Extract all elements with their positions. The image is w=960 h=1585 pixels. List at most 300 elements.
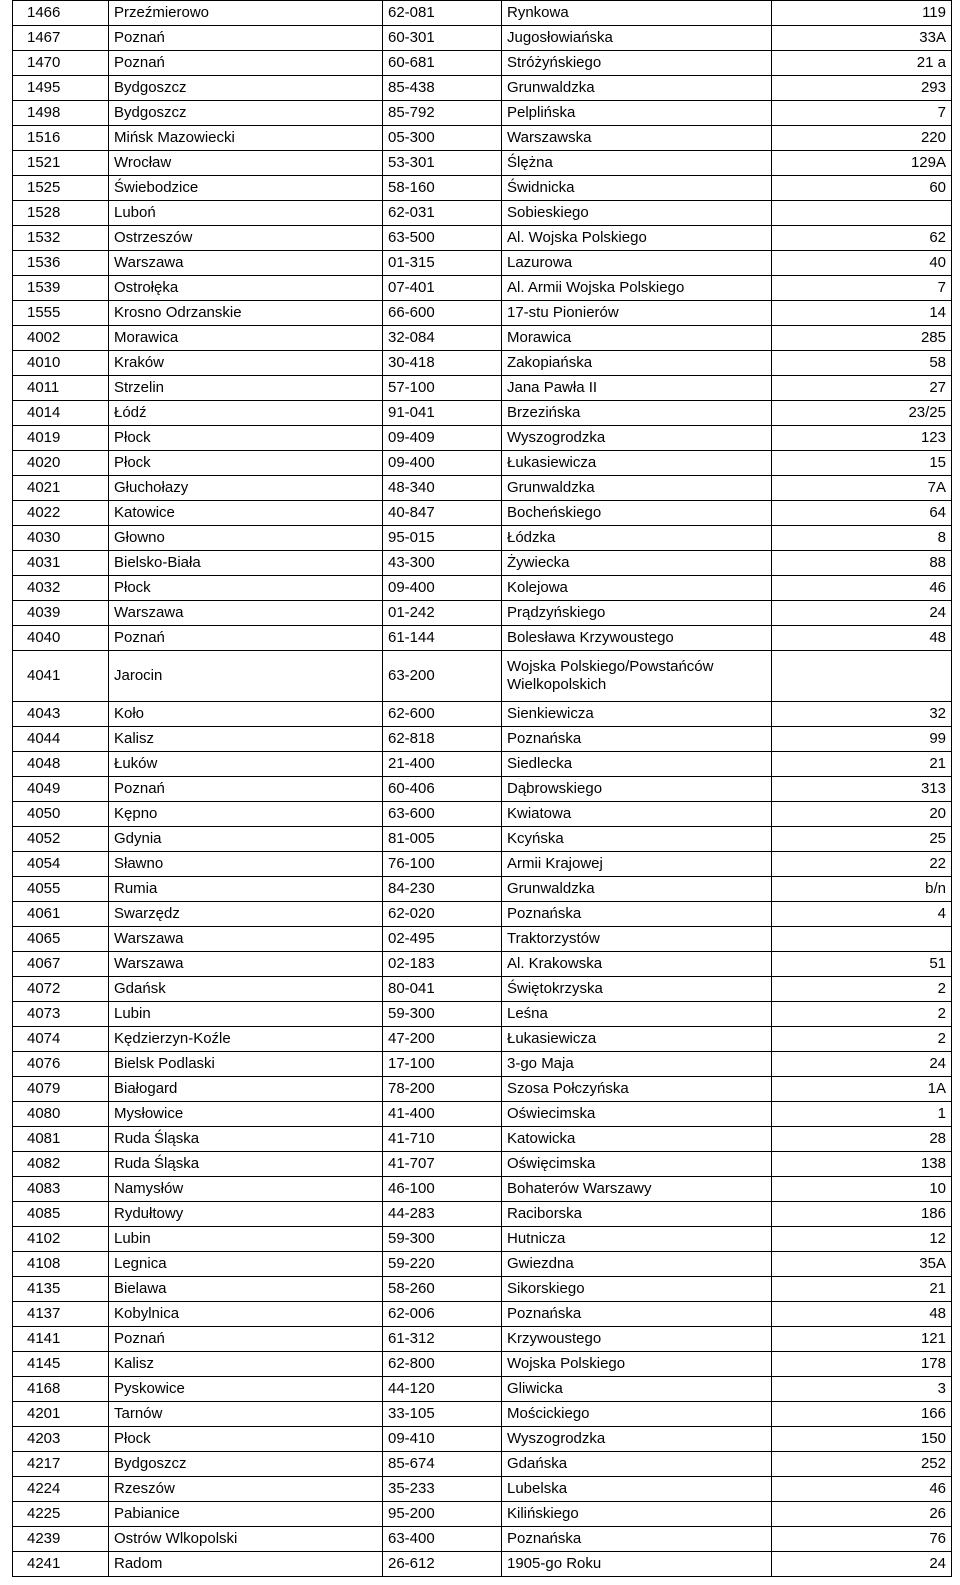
postal-code-cell: 59-300 xyxy=(383,1227,502,1252)
store-number-cell: 4072 xyxy=(13,977,109,1002)
table-row xyxy=(13,1077,952,1102)
city-cell: Mysłowice xyxy=(109,1102,383,1127)
postal-code-cell: 41-710 xyxy=(383,1127,502,1152)
street-cell: Katowicka xyxy=(502,1127,772,1152)
postal-code-cell: 48-340 xyxy=(383,476,502,501)
house-number-cell: 24 xyxy=(772,1052,952,1077)
table-row xyxy=(13,1452,952,1477)
street-cell: Sikorskiego xyxy=(502,1277,772,1302)
table-row xyxy=(13,727,952,752)
postal-code-cell: 78-200 xyxy=(383,1077,502,1102)
store-number-cell: 1536 xyxy=(13,251,109,276)
street-cell: 3-go Maja xyxy=(502,1052,772,1077)
table-row xyxy=(13,551,952,576)
postal-code-cell: 62-081 xyxy=(383,1,502,26)
postal-code-cell: 41-707 xyxy=(383,1152,502,1177)
table-row xyxy=(13,251,952,276)
street-cell: Hutnicza xyxy=(502,1227,772,1252)
city-cell: Łuków xyxy=(109,752,383,777)
street-cell: Mościckiego xyxy=(502,1402,772,1427)
postal-code-cell: 30-418 xyxy=(383,351,502,376)
postal-code-cell: 85-438 xyxy=(383,76,502,101)
street-cell: 17-stu Pionierów xyxy=(502,301,772,326)
table-row xyxy=(13,1427,952,1452)
house-number-cell: 252 xyxy=(772,1452,952,1477)
table-row xyxy=(13,1102,952,1127)
city-cell: Bydgoszcz xyxy=(109,101,383,126)
street-cell: Pelplińska xyxy=(502,101,772,126)
house-number-cell: 64 xyxy=(772,501,952,526)
city-cell: Warszawa xyxy=(109,952,383,977)
city-cell: Warszawa xyxy=(109,927,383,952)
city-cell: Kępno xyxy=(109,802,383,827)
house-number-cell: 76 xyxy=(772,1527,952,1552)
street-cell: Kilińskiego xyxy=(502,1502,772,1527)
street-cell: Łukasiewicza xyxy=(502,451,772,476)
city-cell: Kalisz xyxy=(109,727,383,752)
house-number-cell: 138 xyxy=(772,1152,952,1177)
city-cell: Wrocław xyxy=(109,151,383,176)
house-number-cell: 58 xyxy=(772,351,952,376)
house-number-cell: 178 xyxy=(772,1352,952,1377)
city-cell: Ostrołęka xyxy=(109,276,383,301)
city-cell: Rydułtowy xyxy=(109,1202,383,1227)
table-row xyxy=(13,1177,952,1202)
table-row xyxy=(13,777,952,802)
postal-code-cell: 85-674 xyxy=(383,1452,502,1477)
postal-code-cell: 59-300 xyxy=(383,1002,502,1027)
street-cell: Świętokrzyska xyxy=(502,977,772,1002)
postal-code-cell: 62-818 xyxy=(383,727,502,752)
city-cell: Kraków xyxy=(109,351,383,376)
postal-code-cell: 81-005 xyxy=(383,827,502,852)
postal-code-cell: 95-200 xyxy=(383,1502,502,1527)
city-cell: Płock xyxy=(109,426,383,451)
postal-code-cell: 63-500 xyxy=(383,226,502,251)
table-row xyxy=(13,1002,952,1027)
house-number-cell: 21 xyxy=(772,1277,952,1302)
city-cell: Płock xyxy=(109,451,383,476)
postal-code-cell: 58-260 xyxy=(383,1277,502,1302)
street-cell: Bolesława Krzywoustego xyxy=(502,626,772,651)
house-number-cell: 1 xyxy=(772,1102,952,1127)
postal-code-cell: 57-100 xyxy=(383,376,502,401)
house-number-cell: 1A xyxy=(772,1077,952,1102)
house-number-cell: 293 xyxy=(772,76,952,101)
store-number-cell: 4080 xyxy=(13,1102,109,1127)
store-number-cell: 1516 xyxy=(13,126,109,151)
city-cell: Płock xyxy=(109,576,383,601)
postal-code-cell: 09-410 xyxy=(383,1427,502,1452)
house-number-cell: 3 xyxy=(772,1377,952,1402)
house-number-cell: 23/25 xyxy=(772,401,952,426)
house-number-cell: 121 xyxy=(772,1327,952,1352)
street-cell: Stróżyńskiego xyxy=(502,51,772,76)
postal-code-cell: 59-220 xyxy=(383,1252,502,1277)
table-row xyxy=(13,451,952,476)
store-number-cell: 4019 xyxy=(13,426,109,451)
street-cell: Zakopiańska xyxy=(502,351,772,376)
store-number-cell: 4137 xyxy=(13,1302,109,1327)
street-cell: Grunwaldzka xyxy=(502,76,772,101)
table-row xyxy=(13,176,952,201)
street-cell: Poznańska xyxy=(502,902,772,927)
city-cell: Pabianice xyxy=(109,1502,383,1527)
store-number-cell: 4055 xyxy=(13,877,109,902)
house-number-cell: 22 xyxy=(772,852,952,877)
house-number-cell: 26 xyxy=(772,1502,952,1527)
postal-code-cell: 07-401 xyxy=(383,276,502,301)
table-row xyxy=(13,601,952,626)
address-table-body xyxy=(13,1,952,1577)
table-row xyxy=(13,351,952,376)
table-row xyxy=(13,1302,952,1327)
city-cell: Swarzędz xyxy=(109,902,383,927)
city-cell: Ostrzeszów xyxy=(109,226,383,251)
city-cell: Lubin xyxy=(109,1227,383,1252)
store-number-cell: 4241 xyxy=(13,1552,109,1577)
street-cell: Dąbrowskiego xyxy=(502,777,772,802)
table-row xyxy=(13,852,952,877)
postal-code-cell: 84-230 xyxy=(383,877,502,902)
street-cell: Poznańska xyxy=(502,1302,772,1327)
postal-code-cell: 02-183 xyxy=(383,952,502,977)
street-cell: Gliwicka xyxy=(502,1377,772,1402)
postal-code-cell: 95-015 xyxy=(383,526,502,551)
street-cell: Łódzka xyxy=(502,526,772,551)
street-cell: Oświecimska xyxy=(502,1102,772,1127)
postal-code-cell: 63-400 xyxy=(383,1527,502,1552)
city-cell: Radom xyxy=(109,1552,383,1577)
store-number-cell: 1555 xyxy=(13,301,109,326)
street-cell: Łukasiewicza xyxy=(502,1027,772,1052)
store-number-cell: 4067 xyxy=(13,952,109,977)
table-row xyxy=(13,401,952,426)
table-row xyxy=(13,1027,952,1052)
city-cell: Rumia xyxy=(109,877,383,902)
postal-code-cell: 60-301 xyxy=(383,26,502,51)
street-cell: Świdnicka xyxy=(502,176,772,201)
city-cell: Płock xyxy=(109,1427,383,1452)
postal-code-cell: 60-681 xyxy=(383,51,502,76)
house-number-cell: 99 xyxy=(772,727,952,752)
house-number-cell: 46 xyxy=(772,1477,952,1502)
house-number-cell xyxy=(772,651,952,702)
house-number-cell: 21 xyxy=(772,752,952,777)
table-row xyxy=(13,201,952,226)
table-row xyxy=(13,1527,952,1552)
street-cell: Bocheńskiego xyxy=(502,501,772,526)
store-number-cell: 4039 xyxy=(13,601,109,626)
table-row xyxy=(13,877,952,902)
postal-code-cell: 05-300 xyxy=(383,126,502,151)
house-number-cell: 35A xyxy=(772,1252,952,1277)
house-number-cell: 21 a xyxy=(772,51,952,76)
postal-code-cell: 40-847 xyxy=(383,501,502,526)
street-cell: Bohaterów Warszawy xyxy=(502,1177,772,1202)
table-row xyxy=(13,576,952,601)
store-number-cell: 4108 xyxy=(13,1252,109,1277)
house-number-cell: 14 xyxy=(772,301,952,326)
postal-code-cell: 17-100 xyxy=(383,1052,502,1077)
table-row xyxy=(13,1327,952,1352)
store-number-cell: 4002 xyxy=(13,326,109,351)
postal-code-cell: 44-283 xyxy=(383,1202,502,1227)
table-row xyxy=(13,1402,952,1427)
street-cell: Al. Wojska Polskiego xyxy=(502,226,772,251)
city-cell: Poznań xyxy=(109,26,383,51)
postal-code-cell: 41-400 xyxy=(383,1102,502,1127)
city-cell: Poznań xyxy=(109,51,383,76)
postal-code-cell: 01-242 xyxy=(383,601,502,626)
city-cell: Kobylnica xyxy=(109,1302,383,1327)
table-row xyxy=(13,1202,952,1227)
street-cell: Żywiecka xyxy=(502,551,772,576)
store-number-cell: 4054 xyxy=(13,852,109,877)
city-cell: Łódź xyxy=(109,401,383,426)
street-cell: Brzezińska xyxy=(502,401,772,426)
postal-code-cell: 26-612 xyxy=(383,1552,502,1577)
table-row xyxy=(13,1052,952,1077)
house-number-cell: 150 xyxy=(772,1427,952,1452)
store-number-cell: 4021 xyxy=(13,476,109,501)
store-number-cell: 4043 xyxy=(13,702,109,727)
table-row xyxy=(13,802,952,827)
house-number-cell: 119 xyxy=(772,1,952,26)
city-cell: Ruda Śląska xyxy=(109,1127,383,1152)
street-cell: Raciborska xyxy=(502,1202,772,1227)
street-cell: Sobieskiego xyxy=(502,201,772,226)
city-cell: Sławno xyxy=(109,852,383,877)
house-number-cell: 2 xyxy=(772,1027,952,1052)
table-row xyxy=(13,1127,952,1152)
street-cell: Jana Pawła II xyxy=(502,376,772,401)
store-number-cell: 1466 xyxy=(13,1,109,26)
city-cell: Jarocin xyxy=(109,651,383,702)
street-cell: Al. Armii Wojska Polskiego xyxy=(502,276,772,301)
city-cell: Gdynia xyxy=(109,827,383,852)
street-cell: Kolejowa xyxy=(502,576,772,601)
city-cell: Kędzierzyn-Koźle xyxy=(109,1027,383,1052)
store-number-cell: 4044 xyxy=(13,727,109,752)
city-cell: Poznań xyxy=(109,777,383,802)
house-number-cell: 15 xyxy=(772,451,952,476)
store-number-cell: 4014 xyxy=(13,401,109,426)
city-cell: Poznań xyxy=(109,1327,383,1352)
house-number-cell xyxy=(772,927,952,952)
city-cell: Lubin xyxy=(109,1002,383,1027)
house-number-cell: 220 xyxy=(772,126,952,151)
postal-code-cell: 62-800 xyxy=(383,1352,502,1377)
postal-code-cell: 09-400 xyxy=(383,576,502,601)
street-cell: Poznańska xyxy=(502,1527,772,1552)
table-row xyxy=(13,902,952,927)
street-cell: Wyszogrodzka xyxy=(502,426,772,451)
table-row xyxy=(13,702,952,727)
house-number-cell: 7 xyxy=(772,276,952,301)
postal-code-cell: 66-600 xyxy=(383,301,502,326)
store-number-cell: 4079 xyxy=(13,1077,109,1102)
store-number-cell: 4022 xyxy=(13,501,109,526)
street-cell: Warszawska xyxy=(502,126,772,151)
table-row xyxy=(13,1252,952,1277)
street-cell: Grunwaldzka xyxy=(502,877,772,902)
postal-code-cell: 62-020 xyxy=(383,902,502,927)
house-number-cell: 40 xyxy=(772,251,952,276)
house-number-cell: 60 xyxy=(772,176,952,201)
store-number-cell: 4041 xyxy=(13,651,109,702)
postal-code-cell: 33-105 xyxy=(383,1402,502,1427)
city-cell: Ruda Śląska xyxy=(109,1152,383,1177)
city-cell: Bielawa xyxy=(109,1277,383,1302)
store-number-cell: 1539 xyxy=(13,276,109,301)
city-cell: Bydgoszcz xyxy=(109,1452,383,1477)
city-cell: Mińsk Mazowiecki xyxy=(109,126,383,151)
house-number-cell: 7 xyxy=(772,101,952,126)
house-number-cell: 48 xyxy=(772,1302,952,1327)
store-number-cell: 4145 xyxy=(13,1352,109,1377)
store-number-cell: 1532 xyxy=(13,226,109,251)
postal-code-cell: 61-144 xyxy=(383,626,502,651)
store-number-cell: 4135 xyxy=(13,1277,109,1302)
table-row xyxy=(13,376,952,401)
city-cell: Morawica xyxy=(109,326,383,351)
postal-code-cell: 46-100 xyxy=(383,1177,502,1202)
street-cell: Jugosłowiańska xyxy=(502,26,772,51)
house-number-cell: 33A xyxy=(772,26,952,51)
city-cell: Rzeszów xyxy=(109,1477,383,1502)
store-number-cell: 1495 xyxy=(13,76,109,101)
store-number-cell: 4083 xyxy=(13,1177,109,1202)
store-number-cell: 4010 xyxy=(13,351,109,376)
table-row xyxy=(13,226,952,251)
street-cell: Kcyńska xyxy=(502,827,772,852)
city-cell: Głowno xyxy=(109,526,383,551)
house-number-cell: 313 xyxy=(772,777,952,802)
postal-code-cell: 63-200 xyxy=(383,651,502,702)
store-number-cell: 4052 xyxy=(13,827,109,852)
house-number-cell: 2 xyxy=(772,1002,952,1027)
postal-code-cell: 91-041 xyxy=(383,401,502,426)
city-cell: Namysłów xyxy=(109,1177,383,1202)
table-row xyxy=(13,1152,952,1177)
store-number-cell: 4239 xyxy=(13,1527,109,1552)
street-cell: Siedlecka xyxy=(502,752,772,777)
postal-code-cell: 09-409 xyxy=(383,426,502,451)
house-number-cell: 46 xyxy=(772,576,952,601)
city-cell: Kalisz xyxy=(109,1352,383,1377)
postal-code-cell: 53-301 xyxy=(383,151,502,176)
street-cell: Lubelska xyxy=(502,1477,772,1502)
table-row xyxy=(13,526,952,551)
address-table xyxy=(12,0,952,1577)
street-cell: Oświęcimska xyxy=(502,1152,772,1177)
table-row xyxy=(13,952,952,977)
house-number-cell: 4 xyxy=(772,902,952,927)
store-number-cell: 4076 xyxy=(13,1052,109,1077)
house-number-cell: 186 xyxy=(772,1202,952,1227)
street-cell: Prądzyńskiego xyxy=(502,601,772,626)
table-row xyxy=(13,977,952,1002)
city-cell: Luboń xyxy=(109,201,383,226)
table-row xyxy=(13,76,952,101)
postal-code-cell: 21-400 xyxy=(383,752,502,777)
table-row xyxy=(13,1377,952,1402)
city-cell: Krosno Odrzanskie xyxy=(109,301,383,326)
store-number-cell: 4141 xyxy=(13,1327,109,1352)
city-cell: Bielsk Podlaski xyxy=(109,1052,383,1077)
table-row xyxy=(13,151,952,176)
city-cell: Pyskowice xyxy=(109,1377,383,1402)
table-row xyxy=(13,1502,952,1527)
store-number-cell: 4011 xyxy=(13,376,109,401)
table-row xyxy=(13,101,952,126)
postal-code-cell: 43-300 xyxy=(383,551,502,576)
postal-code-cell: 01-315 xyxy=(383,251,502,276)
store-number-cell: 4225 xyxy=(13,1502,109,1527)
house-number-cell: 24 xyxy=(772,601,952,626)
house-number-cell: 285 xyxy=(772,326,952,351)
city-cell: Strzelin xyxy=(109,376,383,401)
store-number-cell: 4074 xyxy=(13,1027,109,1052)
street-cell: Gwiezdna xyxy=(502,1252,772,1277)
table-row xyxy=(13,1477,952,1502)
house-number-cell: 12 xyxy=(772,1227,952,1252)
postal-code-cell: 09-400 xyxy=(383,451,502,476)
street-cell: Gdańska xyxy=(502,1452,772,1477)
house-number-cell: 28 xyxy=(772,1127,952,1152)
city-cell: Ostrów Wlkopolski xyxy=(109,1527,383,1552)
house-number-cell: 20 xyxy=(772,802,952,827)
store-number-cell: 4082 xyxy=(13,1152,109,1177)
store-number-cell: 4201 xyxy=(13,1402,109,1427)
store-number-cell: 4217 xyxy=(13,1452,109,1477)
postal-code-cell: 76-100 xyxy=(383,852,502,877)
house-number-cell: b/n xyxy=(772,877,952,902)
table-row xyxy=(13,1277,952,1302)
postal-code-cell: 63-600 xyxy=(383,802,502,827)
table-row xyxy=(13,476,952,501)
house-number-cell: 129A xyxy=(772,151,952,176)
table-row xyxy=(13,1227,952,1252)
street-cell: Ślężna xyxy=(502,151,772,176)
table-row xyxy=(13,752,952,777)
city-cell: Świebodzice xyxy=(109,176,383,201)
street-cell: Leśna xyxy=(502,1002,772,1027)
store-number-cell: 4050 xyxy=(13,802,109,827)
postal-code-cell: 32-084 xyxy=(383,326,502,351)
store-number-cell: 4061 xyxy=(13,902,109,927)
table-row xyxy=(13,1352,952,1377)
city-cell: Przeźmierowo xyxy=(109,1,383,26)
store-number-cell: 4102 xyxy=(13,1227,109,1252)
house-number-cell: 123 xyxy=(772,426,952,451)
table-row xyxy=(13,126,952,151)
house-number-cell: 25 xyxy=(772,827,952,852)
house-number-cell: 62 xyxy=(772,226,952,251)
house-number-cell: 27 xyxy=(772,376,952,401)
postal-code-cell: 60-406 xyxy=(383,777,502,802)
city-cell: Koło xyxy=(109,702,383,727)
house-number-cell: 32 xyxy=(772,702,952,727)
city-cell: Tarnów xyxy=(109,1402,383,1427)
store-number-cell: 1525 xyxy=(13,176,109,201)
house-number-cell: 10 xyxy=(772,1177,952,1202)
postal-code-cell: 35-233 xyxy=(383,1477,502,1502)
street-cell: 1905-go Roku xyxy=(502,1552,772,1577)
street-cell: Traktorzystów xyxy=(502,927,772,952)
street-cell: Wojska Polskiego xyxy=(502,1352,772,1377)
